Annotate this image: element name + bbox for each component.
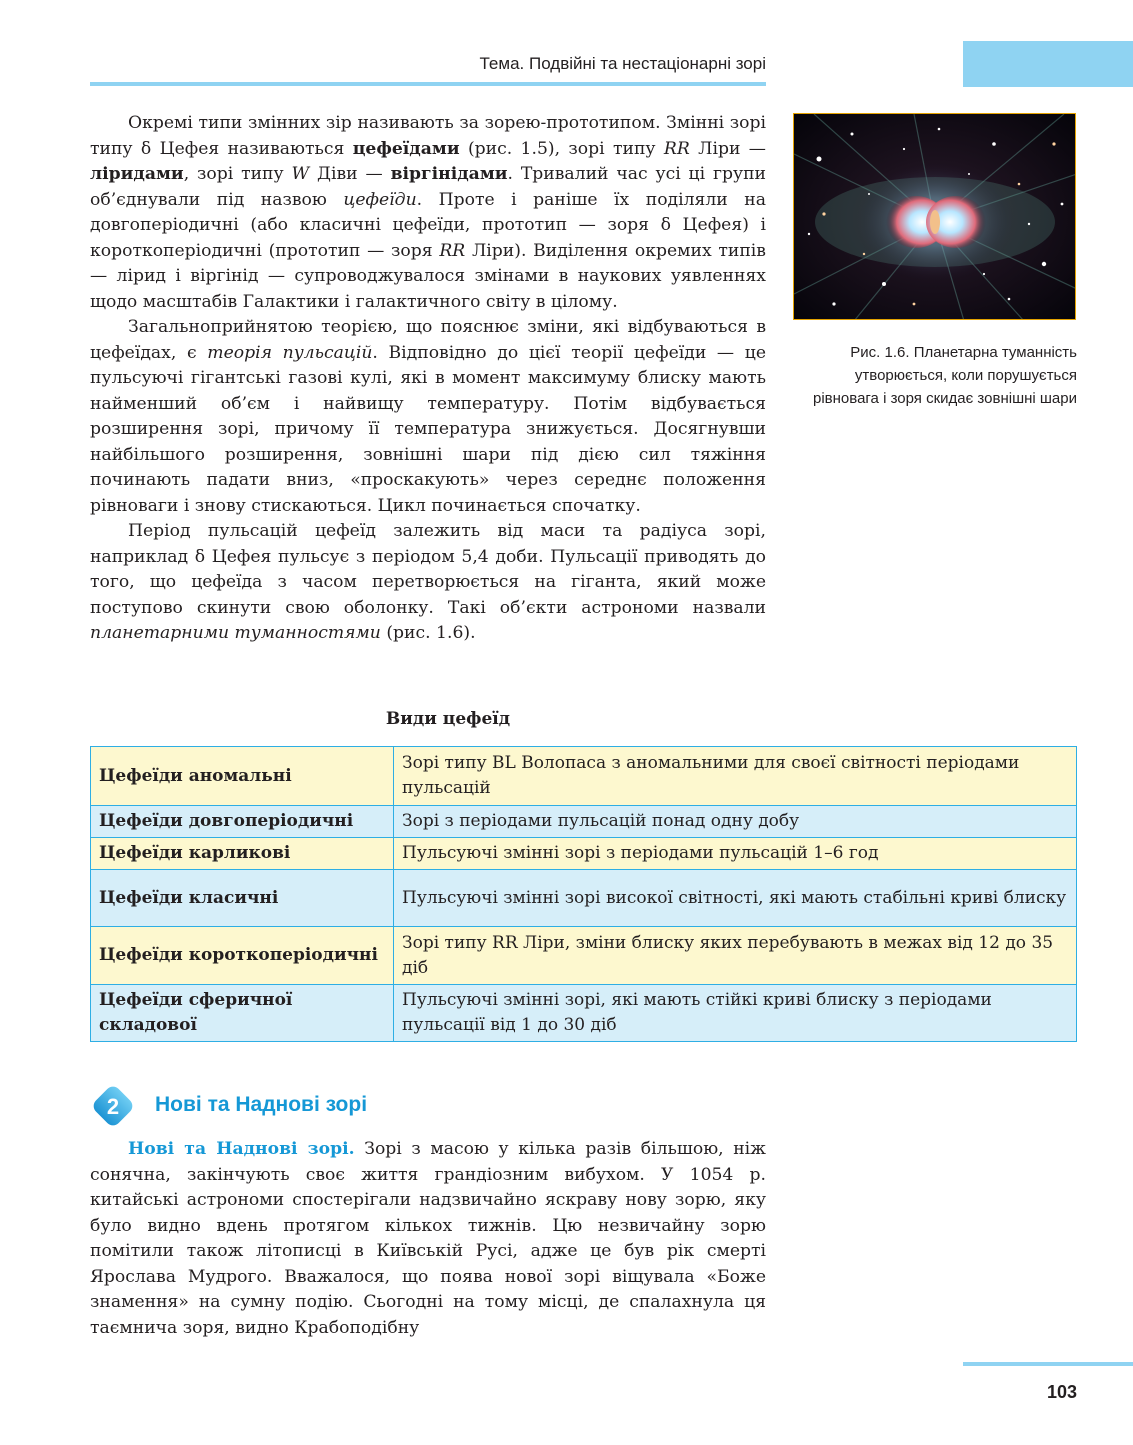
lead-term: Нові та Наднові зорі. xyxy=(128,1139,355,1159)
table-row xyxy=(91,747,1077,806)
table-cell-type: Цефеїди довгоперіодичні xyxy=(91,806,394,838)
paragraph-pulsation-period: Період пульсацій цефеїд залежить від маси та радіуса зорі, наприклад δ Цефея пульсує з періодом 5,4 доби. Пульсації приводять до того, що цефеїда з часом перетворюється на гіганта, який може поступово скинути свою оболонку. Такі об’єкти астрономи назвали планетарними туманностями (рис. 1.6). xyxy=(90,521,766,643)
section-text xyxy=(90,1137,766,1341)
table-cell-description: Зорі типу BL Волопаса з аномальними для своєї світності періодами пульсацій xyxy=(394,747,1077,806)
page-number: 103 xyxy=(1046,1382,1077,1402)
section-title: Нові та Наднові зорі xyxy=(155,1093,368,1116)
paragraph-novae: Нові та Наднові зорі. Зорі з масою у кілька разів більшою, ніж сонячна, закінчують своє життя грандіозним вибухом. У 1054 р. китайські астрономи спостерігали надзвичайно яскраву нову зорю, яку було видно вдень протягом кількох тижнів. Цю незвичайну зорю помітили також літописці в Київській Русі, адже це був рік смерті Ярослава Мудрого. Вважалося, що поява нової зорі віщувала «Боже знамення» на сумну подію. Сьогодні на тому місці, де спалахнула ця таємнича зоря, видно Крабоподібну xyxy=(90,1139,766,1338)
main-text xyxy=(90,111,766,647)
header-accent-block xyxy=(963,41,1133,87)
term-lyrids: ліридами xyxy=(90,164,184,184)
table-cell-description: Зорі типу RR Ліри, зміни блиску яких перебувають в межах від 12 до 35 діб xyxy=(394,927,1077,985)
figure-caption: Рис. 1.6. Планетарна туманність утворюється, коли порушується рівновага і зоря скидає зовнішні шари xyxy=(813,344,1077,407)
table-cell-description: Пульсуючі змінні зорі, які мають стійкі криві блиску з періодами пульсації від 1 до 30 діб xyxy=(394,985,1077,1042)
badge-diamond-icon xyxy=(90,1083,136,1129)
nebula-illustration xyxy=(794,114,1076,320)
section-number-badge xyxy=(90,1083,136,1129)
table-row xyxy=(91,927,1077,985)
header-rule xyxy=(90,82,766,86)
table-cell-description: Зорі з періодами пульсацій понад одну добу xyxy=(394,806,1077,838)
planetary-nebula-image xyxy=(793,113,1076,320)
table-row xyxy=(91,985,1077,1042)
table-cell-type: Цефеїди карликові xyxy=(91,838,394,870)
term-planetary-nebulae: планетарними туманностями xyxy=(90,623,381,643)
footer-rule xyxy=(963,1362,1133,1366)
table-cell-description: Пульсуючі змінні зорі високої світності, які мають стабільні криві блиску xyxy=(394,870,1077,927)
term-cepheids: цефеїдами xyxy=(352,138,460,159)
table-cell-type: Цефеїди аномальні xyxy=(91,747,394,806)
table-cell-type: Цефеїди сферичної складової xyxy=(91,985,394,1042)
topic-header: Тема. Подвійні та нестаціонарні зорі xyxy=(479,54,766,73)
table-cell-type: Цефеїди класичні xyxy=(91,870,394,927)
term-virginids: віргінідами xyxy=(390,164,508,184)
table-row xyxy=(91,806,1077,838)
cepheid-types-table xyxy=(90,746,1077,1042)
paragraph-pulsation-theory: Загальноприйнятою теорією, що пояснює зміни, які відбуваються в цефеїдах, є теорія пульсацій. Відповідно до цієї теорії цефеїди — це пульсуючі гігантські газові кулі, які в момент максимуму блиску мають найменший об’єм і найвищу температуру. Потім відбувається розширення зорі, причому її температура знижується. Досягнувши найбільшого розширення, зовнішні шари під дією сил тяжіння починають падати вниз, «проскакують» через середнє положення рівноваги і знову стискаються. Цикл починається спочатку. xyxy=(90,317,767,516)
term-pulsation-theory: теорія пульсацій xyxy=(207,342,373,363)
table-title: Види цефеїд xyxy=(385,709,511,729)
paragraph-cepheid-types: Окремі типи змінних зір називають за зорею-прототипом. Змінні зорі типу δ Цефея називаються цефеїдами (рис. 1.5), зорі типу RR Ліри — ліридами, зорі типу W Діви — віргінідами. Тривалий час усі ці групи об’єднували під назвою цефеїди. Проте і раніше їх поділяли на довгоперіодичні (або класичні цефеїди, прототип — зоря δ Цефея) і короткоперіодичні (прототип — зоря RR Ліри). Виділення окремих типів — лірид і віргінід — супроводжувалося змінами в наукових уявленнях щодо масштабів Галактики і галактичного світу в цілому. xyxy=(90,113,767,312)
table-row xyxy=(91,870,1077,927)
table-cell-description: Пульсуючі змінні зорі з періодами пульсацій 1–6 год xyxy=(394,838,1077,870)
table-cell-type: Цефеїди короткоперіодичні xyxy=(91,927,394,985)
table-row xyxy=(91,838,1077,870)
section-number: 2 xyxy=(106,1094,120,1119)
